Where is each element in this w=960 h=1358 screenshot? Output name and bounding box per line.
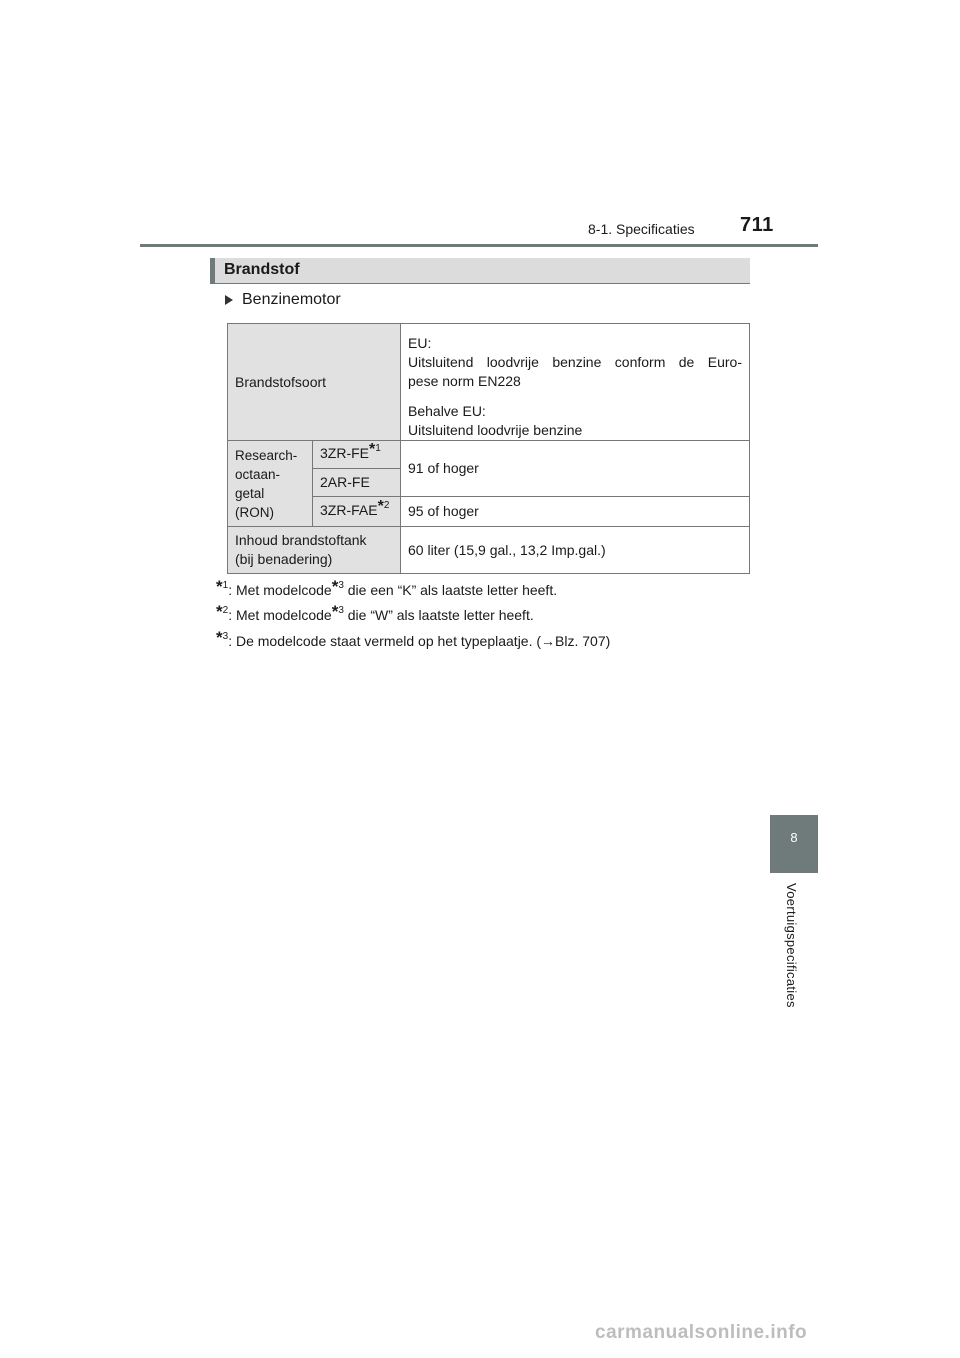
- footnote-ref: 3: [338, 580, 344, 591]
- footnote-number: 3: [222, 631, 229, 642]
- asterisk-mark: *: [216, 602, 223, 621]
- triangle-bullet-icon: [225, 295, 233, 305]
- footnote-text: die “W” als laatste letter heeft.: [343, 607, 534, 623]
- header-divider: [140, 244, 818, 247]
- footnote-text: die een “K” als laatste letter heeft.: [343, 582, 558, 598]
- asterisk-mark: *: [216, 628, 223, 647]
- tank-label-line: Inhoud brandstoftank: [235, 532, 367, 548]
- footnote-text[interactable]: : De modelcode staat vermeld op het typeplaatje. (→Blz. 707): [228, 633, 611, 649]
- watermark: carmanualsonline.info: [595, 1322, 808, 1343]
- asterisk-mark: *: [331, 602, 339, 621]
- tank-label-line: (bij benadering): [235, 551, 333, 567]
- footnote-ref: 2: [383, 500, 390, 511]
- ron-label: [228, 441, 313, 527]
- table-row: [228, 441, 750, 469]
- non-eu-text: Uitsluitend loodvrije benzine: [408, 422, 583, 438]
- section-heading-accent: [210, 258, 215, 284]
- tank-capacity-value: 60 liter (15,9 gal., 13,2 Imp.gal.): [401, 527, 750, 574]
- table-row: [228, 527, 750, 574]
- fuel-spec-table: [227, 323, 750, 574]
- ron-label-line: Research-: [235, 448, 298, 463]
- engine-code: 3ZR-FAE: [320, 502, 378, 518]
- chapter-title: Voertuigspecificaties: [784, 883, 799, 1008]
- footnote-2: [216, 602, 534, 625]
- eu-text-line2: pese norm EN228: [408, 373, 521, 389]
- ron-value-91: 91 of hoger: [401, 441, 750, 497]
- engine-2ar-fe: 2AR-FE: [313, 469, 401, 497]
- footnote-3: [216, 628, 611, 651]
- eu-text-line1: Uitsluitend loodvrije benzine conform de Euro-: [408, 354, 742, 370]
- ron-label-line: (RON): [235, 505, 274, 520]
- fuel-type-label: Brandstofsoort: [228, 324, 401, 441]
- ron-value-95: 95 of hoger: [401, 497, 750, 527]
- engine-code: 3ZR-FE: [320, 445, 369, 461]
- asterisk-mark: *: [331, 577, 339, 596]
- footnote-number: 2: [222, 605, 229, 616]
- footnote-number: 1: [222, 580, 229, 591]
- table-row: [228, 324, 750, 441]
- asterisk-mark: *: [216, 577, 223, 596]
- asterisk-mark: *: [377, 498, 384, 515]
- fuel-type-value: [401, 324, 750, 441]
- page-number: 711: [740, 214, 774, 236]
- footnote-ref: 1: [375, 443, 381, 454]
- tank-capacity-label: [228, 527, 401, 574]
- ron-label-line: getal: [235, 486, 265, 501]
- footnote-text: : Met modelcode: [228, 607, 332, 623]
- eu-title: EU:: [408, 335, 432, 351]
- footnote-1: [216, 577, 558, 600]
- footnote-ref: 3: [338, 605, 344, 616]
- subheading-text: Benzinemotor: [242, 291, 341, 308]
- engine-3zr-fe: [313, 441, 401, 469]
- subheading: [225, 291, 341, 309]
- ron-label-line: octaan-: [235, 467, 281, 482]
- chapter-number: 8: [790, 830, 798, 845]
- asterisk-mark: *: [369, 441, 376, 458]
- non-eu-title: Behalve EU:: [408, 403, 486, 419]
- section-heading: Brandstof: [224, 261, 300, 278]
- engine-3zr-fae: [313, 497, 401, 527]
- footnote-text: : Met modelcode: [228, 582, 332, 598]
- section-reference: 8-1. Specificaties: [588, 221, 695, 237]
